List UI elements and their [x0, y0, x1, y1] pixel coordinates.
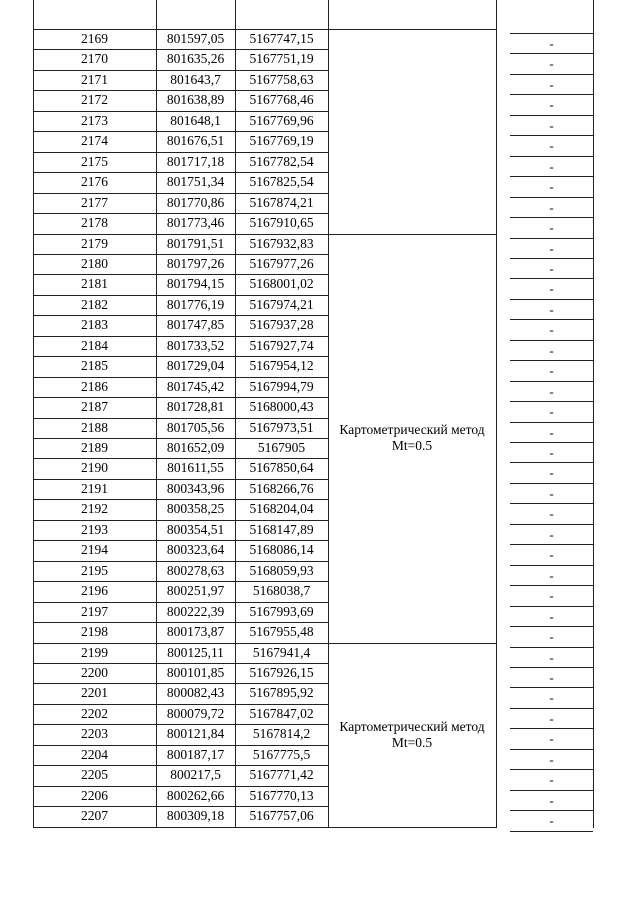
accuracy-note: -	[549, 465, 554, 481]
x-coordinate: 800101,85	[166, 664, 225, 680]
x-coordinate: 801611,55	[167, 460, 224, 476]
row-divider	[510, 708, 593, 709]
x-coordinate: 801747,85	[166, 317, 225, 333]
x-coordinate: 801717,18	[166, 153, 225, 169]
point-number: 2201	[81, 685, 108, 701]
x-coordinate: 800278,63	[166, 562, 225, 578]
x-coordinate: 801638,89	[166, 92, 225, 108]
accuracy-note: -	[549, 363, 554, 379]
y-coordinate: 5168204,04	[249, 501, 314, 517]
accuracy-note: -	[549, 669, 554, 685]
x-coordinate: 801729,04	[166, 358, 225, 374]
accuracy-note: -	[549, 158, 554, 174]
point-number: 2181	[81, 276, 108, 292]
x-coordinate: 801728,81	[166, 399, 225, 415]
accuracy-note: -	[549, 445, 554, 460]
point-number: 2169	[81, 31, 108, 46]
row-divider	[510, 769, 593, 770]
row-divider	[510, 53, 593, 54]
row-divider	[33, 827, 328, 828]
method-name: Картометрический метод	[339, 718, 485, 734]
point-number: 2188	[81, 419, 108, 435]
point-number: 2196	[81, 583, 108, 599]
row-divider	[510, 299, 593, 300]
y-coordinate: 5168038,7	[252, 583, 311, 599]
x-coordinate: 800343,96	[166, 480, 225, 496]
x-coordinate: 801705,56	[166, 419, 225, 435]
accuracy-note: -	[549, 772, 554, 788]
y-coordinate: 5167910,65	[249, 215, 314, 231]
y-coordinate: 5167769,19	[249, 133, 314, 149]
group-divider	[328, 827, 496, 828]
method-accuracy: Mt=0.5	[391, 734, 433, 750]
accuracy-note: -	[549, 117, 554, 133]
table-border-right	[593, 0, 594, 828]
y-coordinate: 5167769,96	[249, 112, 314, 128]
y-coordinate: 5167937,28	[249, 317, 314, 333]
row-divider	[510, 626, 593, 627]
x-coordinate: 800079,72	[166, 705, 225, 721]
point-number: 2205	[81, 767, 108, 783]
accuracy-note: -	[549, 342, 554, 358]
y-coordinate: 5167973,51	[249, 419, 314, 435]
x-coordinate: 801797,26	[166, 255, 225, 271]
y-coordinate: 5167825,54	[249, 174, 314, 190]
point-number: 2177	[81, 194, 108, 210]
row-divider	[510, 728, 593, 729]
point-number: 2187	[81, 399, 108, 415]
x-coordinate: 801635,26	[166, 51, 225, 67]
y-coordinate: 5167758,63	[249, 71, 314, 87]
row-divider	[510, 401, 593, 402]
accuracy-note: -	[549, 383, 554, 399]
point-number: 2202	[81, 705, 108, 721]
accuracy-note: -	[549, 813, 554, 829]
method-label	[328, 719, 496, 751]
row-divider	[510, 810, 593, 811]
x-coordinate: 800354,51	[166, 521, 225, 537]
accuracy-note: -	[549, 404, 554, 420]
y-coordinate: 5167977,26	[249, 255, 314, 271]
y-coordinate: 5167974,21	[249, 296, 314, 312]
method-label	[328, 422, 496, 454]
y-coordinate: 5167905	[257, 440, 306, 455]
accuracy-note: -	[549, 220, 554, 236]
method-accuracy: Mt=0.5	[391, 438, 433, 453]
row-divider	[510, 483, 593, 484]
y-coordinate: 5168001,02	[249, 276, 314, 292]
y-coordinate: 5167757,06	[249, 808, 314, 824]
row-divider	[510, 319, 593, 320]
accuracy-note: -	[549, 424, 554, 440]
row-divider	[510, 176, 593, 177]
y-coordinate: 5167751,19	[249, 51, 314, 67]
point-number: 2193	[81, 521, 108, 537]
row-divider	[510, 258, 593, 259]
accuracy-note: -	[549, 629, 554, 645]
point-number: 2185	[81, 358, 108, 374]
accuracy-note: -	[549, 710, 554, 726]
x-coordinate: 801733,52	[166, 337, 225, 353]
row-divider	[510, 462, 593, 463]
point-number: 2189	[81, 440, 108, 455]
y-coordinate: 5167770,13	[249, 787, 314, 803]
row-divider	[510, 442, 593, 443]
y-coordinate: 5167941,4	[252, 644, 311, 660]
point-number: 2194	[81, 542, 108, 558]
y-coordinate: 5168086,14	[249, 542, 314, 558]
y-coordinate: 5167932,83	[249, 235, 314, 251]
accuracy-note: -	[549, 547, 554, 563]
point-number: 2203	[81, 726, 108, 742]
group-divider	[328, 234, 496, 235]
x-coordinate: 801794,15	[166, 276, 225, 292]
x-coordinate: 800217,5	[170, 767, 221, 783]
row-divider	[510, 831, 593, 832]
point-number: 2191	[81, 480, 108, 496]
x-coordinate: 801745,42	[166, 378, 225, 394]
x-coordinate: 800323,64	[166, 542, 225, 558]
accuracy-note: -	[549, 526, 554, 542]
row-divider	[510, 217, 593, 218]
point-number: 2207	[81, 808, 108, 824]
row-divider	[510, 585, 593, 586]
accuracy-note: -	[549, 56, 554, 72]
x-coordinate: 800187,17	[166, 746, 225, 762]
x-coordinate: 801648,1	[170, 112, 221, 128]
row-divider	[510, 74, 593, 75]
y-coordinate: 5167955,48	[249, 624, 314, 640]
y-coordinate: 5167747,15	[249, 31, 314, 46]
column-divider	[328, 0, 329, 828]
accuracy-note: -	[549, 97, 554, 113]
point-number: 2184	[81, 337, 108, 353]
column-divider	[496, 0, 497, 828]
x-coordinate: 800082,43	[166, 685, 225, 701]
row-divider	[510, 667, 593, 668]
accuracy-note: -	[549, 179, 554, 195]
x-coordinate: 800173,87	[166, 624, 225, 640]
point-number: 2206	[81, 787, 108, 803]
x-coordinate: 800121,84	[166, 726, 225, 742]
x-coordinate: 801597,05	[166, 31, 225, 46]
x-coordinate: 801776,19	[166, 296, 225, 312]
accuracy-note: -	[549, 138, 554, 154]
x-coordinate: 800251,97	[166, 583, 225, 599]
accuracy-note: -	[549, 608, 554, 624]
y-coordinate: 5167895,92	[249, 685, 314, 701]
method-name: Картометрический метод	[339, 422, 485, 437]
accuracy-note: -	[549, 690, 554, 706]
point-number: 2183	[81, 317, 108, 333]
accuracy-note: -	[549, 567, 554, 583]
row-divider	[510, 503, 593, 504]
accuracy-note: -	[549, 731, 554, 747]
accuracy-note: -	[549, 36, 554, 51]
y-coordinate: 5167926,15	[249, 664, 314, 680]
accuracy-note: -	[549, 792, 554, 808]
point-number: 2198	[81, 624, 108, 640]
y-coordinate: 5167771,42	[249, 767, 314, 783]
accuracy-note: -	[549, 199, 554, 215]
row-divider	[510, 94, 593, 95]
x-coordinate: 800309,18	[166, 808, 225, 824]
y-coordinate: 5168266,76	[249, 480, 314, 496]
y-coordinate: 5167814,2	[252, 726, 311, 742]
point-number: 2179	[81, 235, 108, 251]
accuracy-note: -	[549, 588, 554, 604]
y-coordinate: 5167874,21	[249, 194, 314, 210]
y-coordinate: 5168059,93	[249, 562, 314, 578]
x-coordinate: 801643,7	[170, 71, 221, 87]
row-divider	[510, 544, 593, 545]
row-divider	[510, 135, 593, 136]
accuracy-note: -	[549, 260, 554, 276]
group-divider	[328, 643, 496, 644]
point-number: 2178	[81, 215, 108, 231]
y-coordinate: 5168147,89	[249, 521, 314, 537]
accuracy-note: -	[549, 281, 554, 297]
x-coordinate: 800262,66	[166, 787, 225, 803]
accuracy-note: -	[549, 301, 554, 317]
point-number: 2176	[81, 174, 108, 190]
x-coordinate: 801676,51	[166, 133, 225, 149]
y-coordinate: 5167775,5	[252, 746, 311, 762]
y-coordinate: 5167782,54	[249, 153, 314, 169]
x-coordinate: 801652,09	[166, 440, 225, 455]
point-number: 2195	[81, 562, 108, 578]
y-coordinate: 5167847,02	[249, 705, 314, 721]
point-number: 2171	[81, 71, 108, 87]
accuracy-note: -	[549, 751, 554, 767]
accuracy-note: -	[549, 506, 554, 522]
y-coordinate: 5167993,69	[249, 603, 314, 619]
row-divider	[510, 278, 593, 279]
point-number: 2200	[81, 664, 108, 680]
point-number: 2190	[81, 460, 108, 476]
x-coordinate: 800222,39	[166, 603, 225, 619]
y-coordinate: 5168000,43	[249, 399, 314, 415]
y-coordinate: 5167927,74	[249, 337, 314, 353]
row-divider	[510, 33, 593, 34]
point-number: 2192	[81, 501, 108, 517]
point-number: 2204	[81, 746, 108, 762]
y-coordinate: 5167994,79	[249, 378, 314, 394]
group-divider	[328, 29, 496, 30]
x-coordinate: 801773,46	[166, 215, 225, 231]
point-number: 2197	[81, 603, 108, 619]
x-coordinate: 800125,11	[167, 644, 224, 660]
point-number: 2175	[81, 153, 108, 169]
y-coordinate: 5167850,64	[249, 460, 314, 476]
accuracy-note: -	[549, 485, 554, 501]
row-divider	[510, 687, 593, 688]
accuracy-note: -	[549, 76, 554, 92]
y-coordinate: 5167954,12	[249, 358, 314, 374]
point-number: 2180	[81, 255, 108, 271]
accuracy-note: -	[549, 240, 554, 256]
accuracy-note: -	[549, 649, 554, 665]
x-coordinate: 801770,86	[166, 194, 225, 210]
x-coordinate: 801791,51	[166, 235, 225, 251]
point-number: 2199	[81, 644, 108, 660]
point-number: 2172	[81, 92, 108, 108]
row-divider	[510, 360, 593, 361]
point-number: 2173	[81, 112, 108, 128]
x-coordinate: 801751,34	[166, 174, 225, 190]
point-number: 2170	[81, 51, 108, 67]
point-number: 2182	[81, 296, 108, 312]
y-coordinate: 5167768,46	[249, 92, 314, 108]
point-number: 2186	[81, 378, 108, 394]
accuracy-note: -	[549, 322, 554, 338]
x-coordinate: 800358,25	[166, 501, 225, 517]
point-number: 2174	[81, 133, 108, 149]
